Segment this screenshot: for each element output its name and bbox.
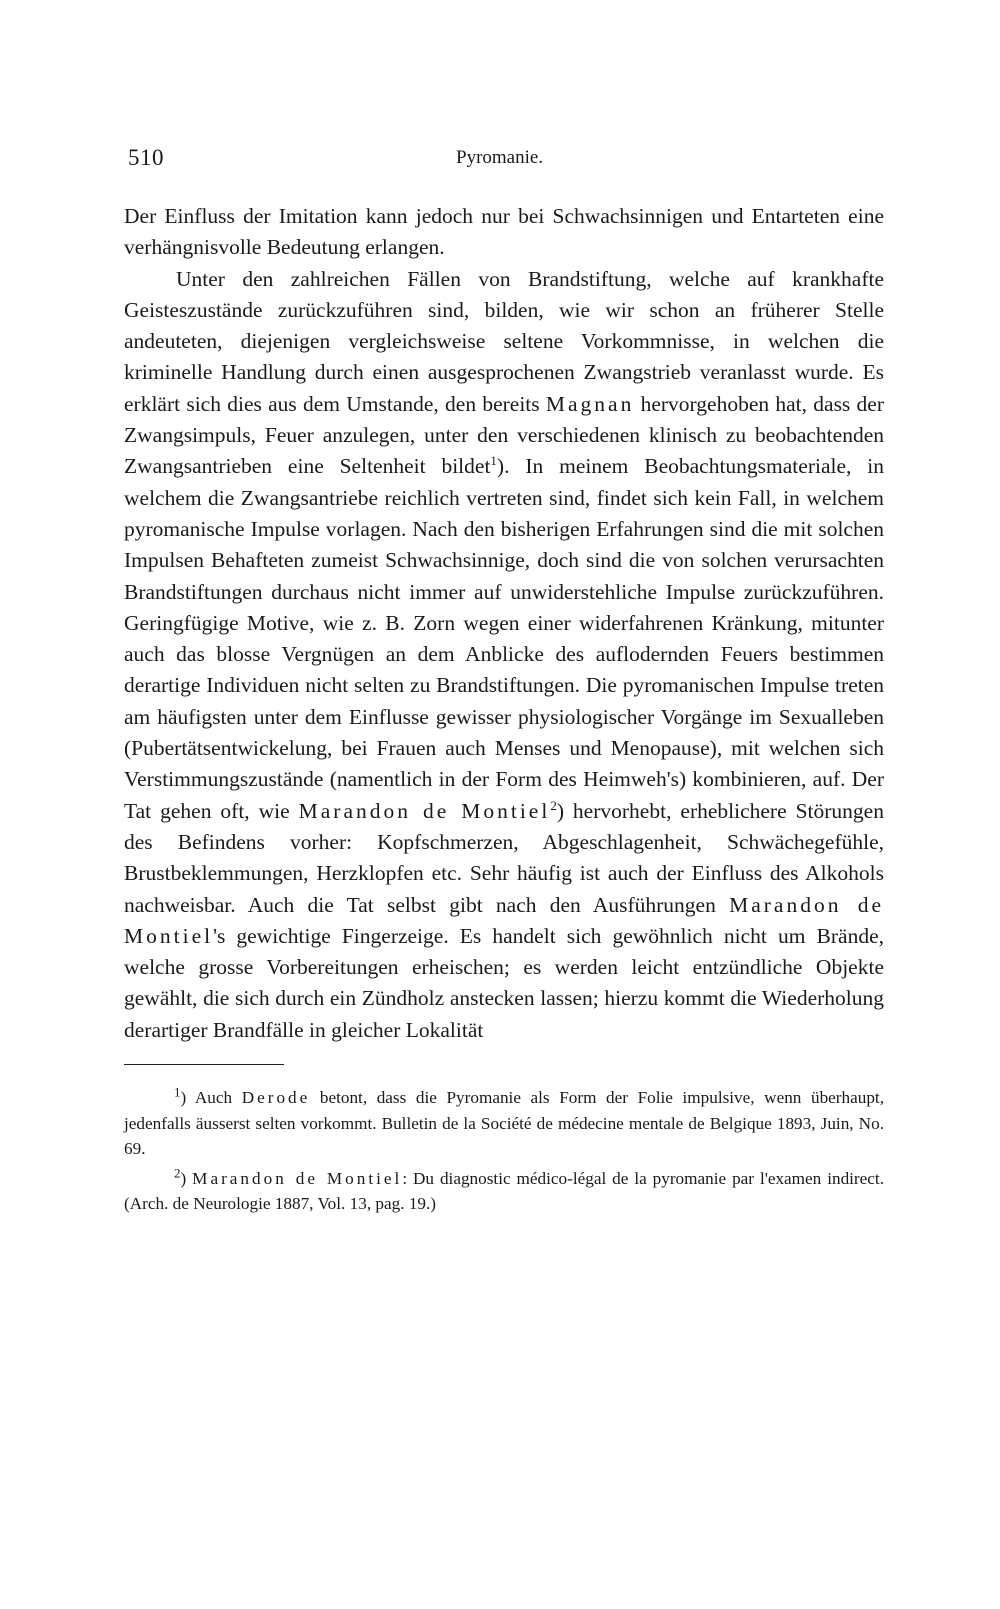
- footnote-text: : Du diagnostic médico-légal de la pyromanie par l'examen indirect. (Arch. de Neurologie 1887, Vol. 13, pag. 19.): [124, 1168, 884, 1214]
- footnote-text: ) Auch: [180, 1088, 242, 1108]
- author-name-derode: Derode: [241, 1088, 311, 1108]
- footnote-text: betont, dass die Pyromanie als Form der Folie impulsive, wenn überhaupt, jedenfalls äusserst selten vorkommt. Bulletin de la Société de médecine mentale de Belgique 1893, Juin, No. 69.: [124, 1088, 884, 1159]
- author-name-marandon: Marandon de Montiel: [298, 798, 551, 823]
- footnote-divider: [124, 1064, 284, 1065]
- footnote-2: [124, 1166, 884, 1217]
- footnote-mark: 1: [174, 1084, 181, 1100]
- text-run: Unter den zahlreichen Fällen von Brandstiftung, welche auf krankhafte Geisteszustände zurückzuführen sind, bilden, wie wir schon an früherer Stelle andeuteten, diejenigen vergleichsweise seltene Vorkommnisse, in welchen die kriminelle Handlung durch einen ausgesprochenen Zwangstrieb veranlasst wurde. Es erklärt sich dies aus dem Umstande, den bereits: [124, 266, 884, 416]
- book-page: [124, 145, 884, 1221]
- footnote-mark: 2: [174, 1164, 181, 1180]
- footnote-1: [124, 1085, 884, 1162]
- text-run: ) hervorhebt, erheblichere Störungen des Befindens vorher: Kopfschmerzen, Abgeschlagenheit, Schwächegefühle, Brustbeklemmungen, Herzklopfen etc. Sehr häufig ist auch der Einfluss des Alkohols nachweisbar. Auch die Tat selbst gibt nach den Ausführungen: [124, 798, 884, 917]
- text-run: hervorgehoben hat, dass der Zwangsimpuls, Feuer anzulegen, unter den verschiedenen klinisch zu beobachtenden Zwangsantrieben eine Seltenheit bildet: [124, 391, 884, 479]
- page-header: [124, 145, 884, 185]
- author-name-marandon: Marandon de Montiel: [192, 1168, 403, 1188]
- footnote-ref-2: 2: [550, 797, 557, 813]
- text-run: 's gewichtige Fingerzeige. Es handelt sich gewöhnlich nicht um Brände, welche grosse Vorbereitungen erheischen; es werden leicht entzündliche Objekte gewählt, die sich durch ein Zündholz anstecken lassen; hierzu kommt die Wiederholung derartiger Brandfälle in gleicher Lokalität: [124, 923, 884, 1042]
- main-text: [124, 201, 884, 1046]
- footnotes: [124, 1085, 884, 1217]
- running-title: Pyromanie.: [456, 147, 544, 168]
- paragraph-1: Der Einfluss der Imitation kann jedoch nur bei Schwachsinnigen und Entarteten eine verhängnisvolle Bedeutung erlangen.: [124, 204, 884, 260]
- paragraph-2: [124, 264, 884, 1046]
- footnote-ref-1: 1: [490, 453, 497, 469]
- footnote-text: ): [180, 1168, 193, 1188]
- text-run: ). In meinem Beobachtungsmateriale, in welchem die Zwangsantriebe reichlich vertreten sind, findet sich kein Fall, in welchem pyromanische Impulse vorlagen. Nach den bisherigen Erfahrungen sind die mit solchen Impulsen Behafteten zumeist Schwachsinnige, doch sind die von solchen verursachten Brandstiftungen durchaus nicht immer auf unwiderstehliche Impulse zurückzuführen. Geringfügige Motive, wie z. B. Zorn wegen einer widerfahrenen Kränkung, mitunter auch das blosse Vergnügen an dem Anblicke des auflodernden Feuers bestimmen derartige Individuen nicht selten zu Brandstiftungen. Die pyromanischen Impulse treten am häufigsten unter dem Einflusse gewisser physiologischer Vorgänge im Sexualleben (Pubertätsentwickelung, bei Frauen auch Menses und Menopause), mit welchen sich Verstimmungszustände (namentlich in der Form des Heimweh's) kombinieren, auf. Der Tat gehen oft, wie: [124, 454, 884, 823]
- author-name-magnan: Magnan: [545, 391, 635, 416]
- author-name-marandon: Marandon de Montiel: [124, 892, 884, 948]
- page-number: 510: [128, 145, 164, 170]
